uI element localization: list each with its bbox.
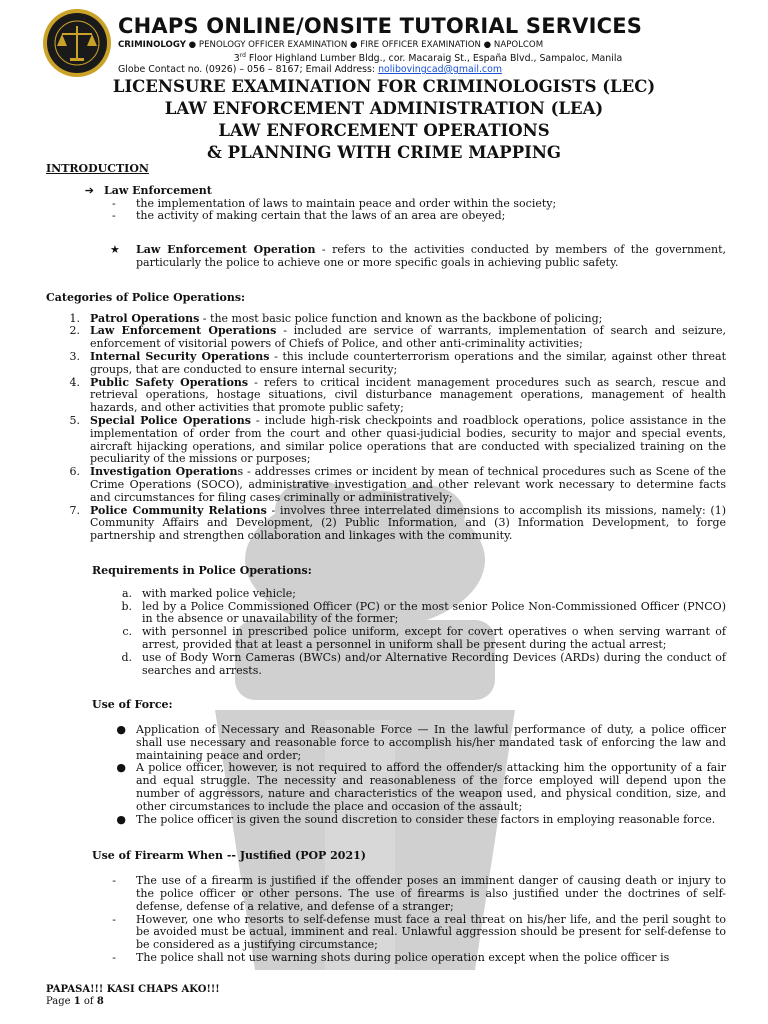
subject-fire-officer: FIRE OFFICER EXAMINATION [360,40,481,50]
list-item: b. led by a Police Commissioned Officer (PC) or the most senior Police Non-Commissioned Officer (PNCO) in the absence or unavailability of the former; [121,599,726,626]
intro-heading: INTRODUCTION [46,162,149,175]
doc-title-1: LICENSURE EXAMINATION FOR CRIMINOLOGISTS (LEC) [112,77,656,96]
firearm-heading: Use of Firearm When -- Justified (POP 2021) [92,849,366,863]
list-item: 5. Special Police Operations - include high-risk checkpoints and roadblock operations, police assistance in the implementation of order from the court and other quasi-judicial bodies, security to major and special events, aircraft hijacking operations, and similar police operations that are conducted with specialized training on the peculiarity of the missions or purposes; [69,413,727,466]
page-footer [46,984,220,1008]
list-item: 2. Law Enforcement Operations - included are service of warrants, implementation of search and seizure, enforcement of visitorial powers of Chiefs of Police, and other anti-criminality activities; [69,324,726,351]
list-item: 7. Police Community Relations - involves three interrelated dimensions to accomplish its missions, namely: (1) Community Affairs and Development, (2) Public Information, and (3) Information Development, to forge partnership and strengthen collaboration and linkages with the community. [69,503,726,543]
page-number: Page 1 of 8 [46,996,104,1007]
list-item: - The police shall not use warning shots during police operation except when the police officer is [112,951,670,965]
document-body [46,163,726,965]
header-address: 3rd Floor Highland Lumber Bldg., cor. Macaraig St., España Blvd., Sampaloc, Manila [233,52,623,65]
subject-criminology: CRIMINOLOGY [118,40,186,50]
email-link[interactable]: nolibovingcad@gmail.com [378,64,502,75]
intro-def: - the activity of making certain that the laws of an area are obeyed; [112,209,506,223]
header-title: CHAPS ONLINE/ONSITE TUTORIAL SERVICES [118,14,643,38]
chaps-logo-icon [42,8,112,78]
doc-title-3: LAW ENFORCEMENT OPERATIONS [218,121,550,140]
intro-def: - the implementation of laws to maintain peace and order within the society; [112,196,557,210]
doc-title-4: & PLANNING WITH CRIME MAPPING [206,143,562,162]
subject-napolcom: NAPOLCOM [493,40,544,50]
list-item: 1. Patrol Operations - the most basic police function and known as the backbone of policing; [69,311,603,325]
subject-penology: PENOLOGY OFFICER EXAMINATION [198,40,348,50]
list-item: a. with marked police vehicle; [121,586,296,600]
list-item: - However, one who resorts to self-defense must face a real threat on his/her life, and the peril sought to be avoided must be actual, imminent and real. Unlawful aggression should be present for self-defense to be considered as a justifying circumstance; [112,912,726,952]
list-item: ● A police officer, however, is not required to afford the offender/s attacking him the opportunity of a fair and equal struggle. The necessity and reasonableness of the force employed will depend upon the number of aggressors, nature and characteristics of the weapon used, and physical condition, size, and other circumstances to include the place and occasion of the assault; [116,761,726,813]
list-item: - The use of a firearm is justified if the offender poses an imminent danger of causing death or injury to the police officer or other persons. The use of firearms is also justified under the doctrines of self-defense, defense of a relative, and defense of a stranger; [112,874,726,913]
force-heading: Use of Force: [92,698,173,712]
header-subjects: CRIMINOLOGY ● PENOLOGY OFFICER EXAMINATION ● FIRE OFFICER EXAMINATION ● NAPOLCOM [118,40,544,50]
categories-heading: Categories of Police Operations: [46,290,246,304]
requirements-heading: Requirements in Police Operations: [92,563,312,577]
list-item: c. with personnel in prescribed police uniform, except for covert operatives o when serving warrant of arrest, provided that at least a personnel in uniform shall be present during the actual arrest; [122,625,726,651]
doc-title-2: LAW ENFORCEMENT ADMINISTRATION (LEA) [164,99,604,118]
list-item: d. use of Body Worn Cameras (BWCs) and/or Alternative Recording Devices (ARDs) during the conduct of searches and arrests. [121,650,726,677]
intro-term: Law Enforcement [104,183,212,197]
intro-term-row [46,185,726,198]
footer-slogan: PAPASA!!! KASI CHAPS AKO!!! [46,984,220,995]
list-item: 4. Public Safety Operations - refers to critical incident management procedures such as search, rescue and retrieval operations, hostage situations, civil disturbance management operations, management of health hazards, and other activities that promote public safety; [69,375,726,415]
list-item: ● Application of Necessary and Reasonable Force — In the lawful performance of duty, a police officer shall use necessary and reasonable force to accomplish his/her mandated task of enforcing the law and maintaining peace and order; [116,723,726,762]
arrow-icon: ➔ [84,183,94,197]
header-contact: Globe Contact no. (0926) – 056 – 8167; Email Address: nolibovingcad@gmail.com [118,64,502,75]
star-icon: ★ [110,243,120,257]
law-enforcement-operation: ★ Law Enforcement Operation - refers to the activities conducted by members of the government, particularly the police to achieve one or more specific goals in achieving public safety. [110,243,726,269]
list-item: 6. Investigation Operations - addresses crimes or incident by mean of technical procedures such as Scene of the Crime Operations (SOCO), administrative investigation and other relevant work necessary to determine facts and circumstances for filing cases criminally or administratively; [69,465,726,504]
list-item: ● The police officer is given the sound discretion to consider these factors in employing reasonable force. [116,812,716,826]
list-item: 3. Internal Security Operations - this include counterterrorism operations and the similar, against other threat groups, that are conducted to ensure internal security; [69,349,726,376]
